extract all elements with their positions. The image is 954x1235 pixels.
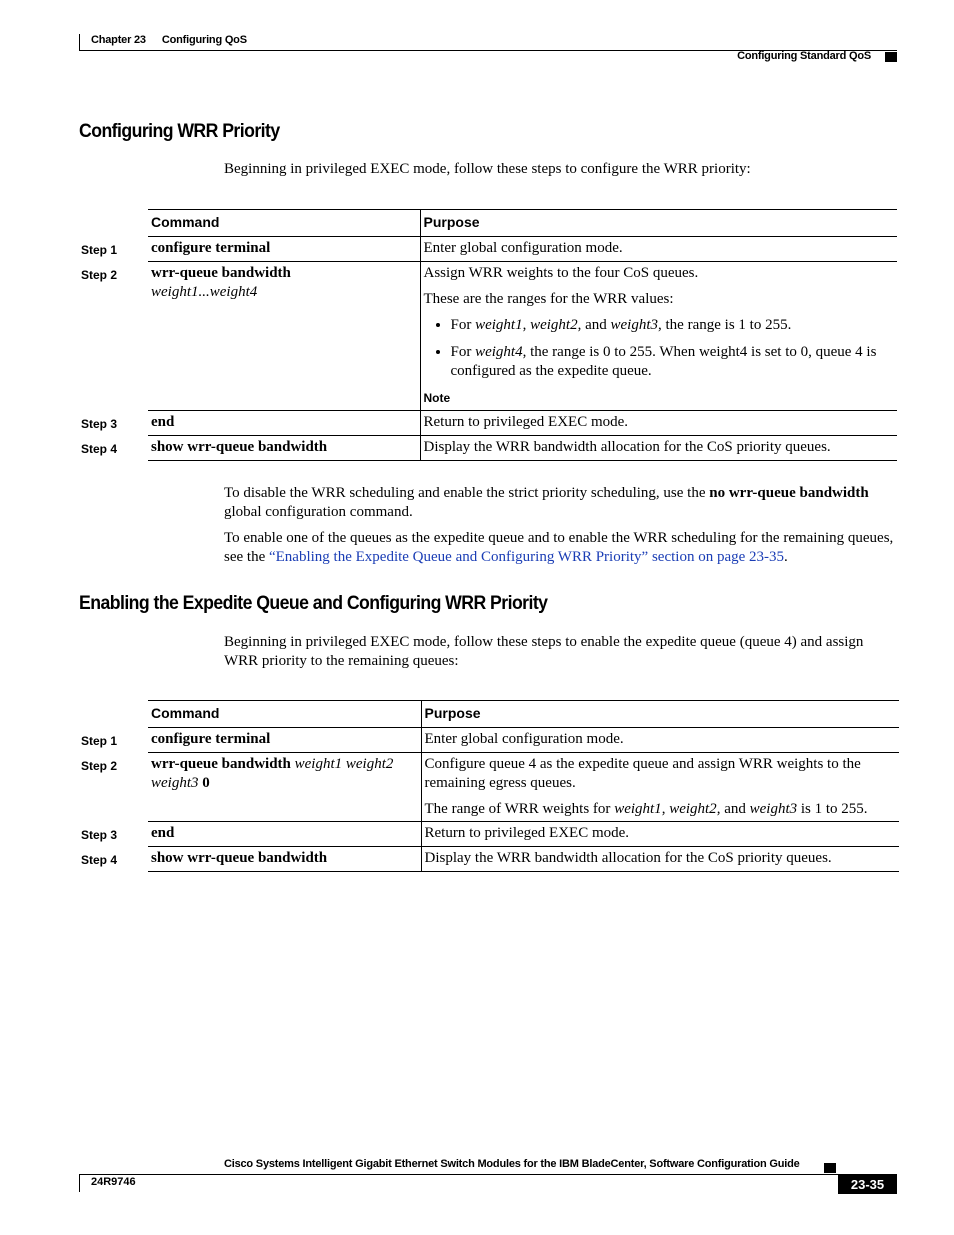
purpose-text: Configure queue 4 as the expedite queue and assign WRR weights to the remaining egress queues. [424, 756, 861, 791]
step-label: Step 2 [81, 758, 118, 773]
procedure-table-2 [79, 700, 899, 872]
purpose-text: Assign WRR weights to the four CoS queues. [423, 265, 699, 281]
bullet-list [424, 316, 895, 381]
footer-doc-number: 24R9746 [91, 1176, 136, 1188]
command-cell [148, 753, 421, 822]
table-row [79, 237, 897, 262]
table-header-row [79, 210, 897, 237]
command-cell [148, 262, 420, 411]
command-name: wrr-queue bandwidth [151, 756, 291, 772]
table-row [79, 436, 897, 461]
purpose-cell: Return to privileged EXEC mode. [421, 822, 899, 847]
table-row [79, 822, 899, 847]
command-argument: weight1 weight2 weight3 [151, 756, 394, 791]
purpose-cell: Display the WRR bandwidth allocation for the CoS priority queues. [420, 436, 897, 461]
table-header-row [79, 701, 899, 728]
column-header-purpose: Purpose [420, 210, 897, 237]
footer-rule-vertical [79, 1174, 80, 1192]
purpose-cell: Enter global configuration mode. [421, 728, 899, 753]
command-cell: show wrr-queue bandwidth [148, 436, 420, 461]
command-cell: configure terminal [148, 728, 421, 753]
section-heading-expedite-queue: Enabling the Expedite Queue and Configuring WRR Priority [79, 593, 548, 614]
table-row [79, 728, 899, 753]
command-value: 0 [202, 775, 210, 791]
purpose-text: These are the ranges for the WRR values: [423, 291, 674, 307]
command-cell: end [148, 822, 421, 847]
step-label: Step 1 [81, 242, 118, 257]
running-header-chapter [91, 34, 247, 46]
expedite-reference-paragraph: To enable one of the queues as the expedite queue and to enable the WRR scheduling for the remaining queues, see the “Enabling the Expedite Queue and Configuring WRR Priority” section on page 23-35. [224, 530, 894, 565]
purpose-cell: Display the WRR bandwidth allocation for the CoS priority queues. [421, 847, 899, 872]
purpose-cell [420, 262, 897, 411]
page-number: 23-35 [838, 1175, 897, 1194]
footer-rule [79, 1174, 897, 1175]
column-header-command: Command [148, 210, 420, 237]
footer-guide-title: Cisco Systems Intelligent Gigabit Ethernet Switch Modules for the IBM BladeCenter, Software Configuration Guide [224, 1158, 800, 1170]
step-label: Step 1 [81, 733, 118, 748]
column-header-command: Command [148, 701, 421, 728]
table-row [79, 262, 897, 411]
list-item: • For weight4, the range is 0 to 255. When weight4 is set to 0, queue 4 is configured as the expedite queue. [451, 343, 895, 381]
step-label: Step 4 [81, 852, 118, 867]
step-label: Step 3 [81, 827, 118, 842]
range-text: The range of WRR weights for weight1, weight2, and weight3 is 1 to 255. [424, 801, 868, 817]
column-header-purpose: Purpose [421, 701, 899, 728]
step-label: Step 3 [81, 416, 118, 431]
table-row [79, 847, 899, 872]
list-item: • For weight1, weight2, and weight3, the range is 1 to 255. [451, 316, 895, 335]
purpose-cell: Enter global configuration mode. [420, 237, 897, 262]
chapter-number: Chapter 23 [91, 34, 146, 46]
section-heading-wrr-priority: Configuring WRR Priority [79, 121, 280, 142]
procedure-table-1 [79, 209, 897, 461]
running-header-section: Configuring Standard QoS [737, 50, 871, 62]
section1-intro: Beginning in privileged EXEC mode, follow these steps to configure the WRR priority: [224, 161, 751, 177]
cross-reference-link[interactable]: “Enabling the Expedite Queue and Configuring WRR Priority” section on page 23-35 [268, 549, 785, 565]
footer-marker-block [824, 1163, 836, 1173]
table-row [79, 411, 897, 436]
step-label: Step 4 [81, 441, 118, 456]
purpose-cell [421, 753, 899, 822]
header-rule-vertical [79, 34, 80, 51]
chapter-title: Configuring QoS [161, 34, 247, 46]
purpose-cell: Return to privileged EXEC mode. [420, 411, 897, 436]
step-label: Step 2 [81, 267, 118, 282]
header-marker-block [885, 52, 897, 62]
command-argument: weight1...weight4 [151, 284, 258, 300]
command-cell: show wrr-queue bandwidth [148, 847, 421, 872]
command-cell: end [148, 411, 420, 436]
command-cell: configure terminal [148, 237, 420, 262]
section2-intro: Beginning in privileged EXEC mode, follow these steps to enable the expedite queue (queue 4) and assign WRR priority to the remaining queues: [224, 634, 864, 669]
command-name: wrr-queue bandwidth [151, 265, 291, 281]
disable-wrr-paragraph: To disable the WRR scheduling and enable the strict priority scheduling, use the no wrr-queue bandwidth global configuration command. [224, 485, 869, 520]
note-label: Note [423, 391, 451, 405]
table-row [79, 753, 899, 822]
